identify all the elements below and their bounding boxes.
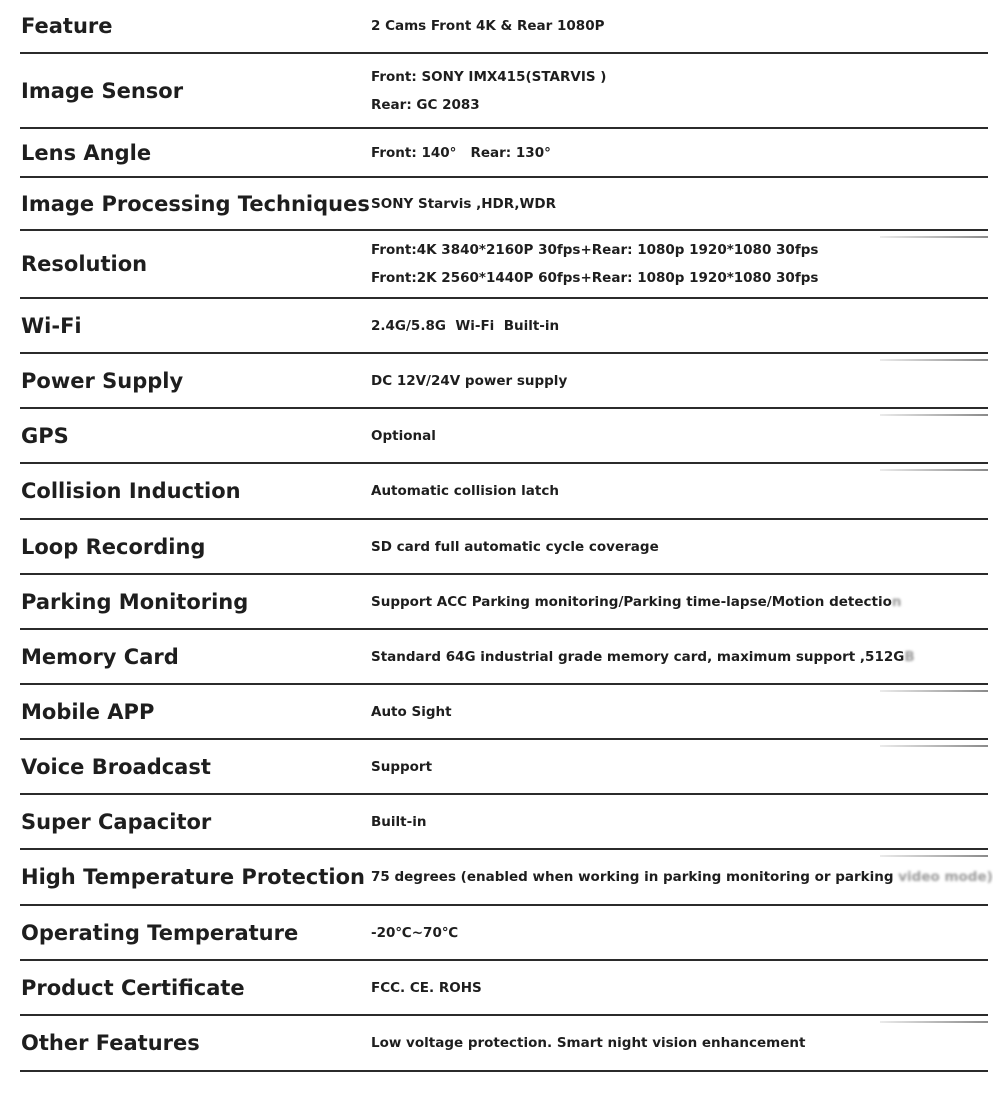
spec-row xyxy=(20,354,988,409)
spec-label: High Temperature Protection xyxy=(21,865,365,889)
spec-value: FCC. CE. ROHS xyxy=(371,979,482,996)
blurred-text: n xyxy=(891,593,902,610)
spec-row xyxy=(20,178,988,231)
spec-value: Support xyxy=(371,758,433,775)
spec-label: Mobile APP xyxy=(21,699,155,724)
spec-value: Auto Sight xyxy=(371,703,452,720)
spec-label: Memory Card xyxy=(21,644,179,669)
spec-row xyxy=(20,795,988,850)
spec-row xyxy=(20,685,988,740)
spec-value: 75 degrees (enabled when working in parking monitoring or parking xyxy=(371,869,899,885)
spec-row xyxy=(20,1016,988,1072)
spec-value: 2 Cams Front 4K & Rear 1080P xyxy=(371,18,605,34)
spec-row xyxy=(20,630,988,685)
spec-label: Super Capacitor xyxy=(21,809,212,834)
spec-row xyxy=(20,231,988,299)
spec-label: Image Sensor xyxy=(21,78,184,103)
spec-label: Image Processing Techniques xyxy=(21,191,370,216)
spec-value: Front: SONY IMX415(STARVIS ) xyxy=(371,68,607,85)
spec-value: DC 12V/24V power supply xyxy=(371,372,568,389)
spec-row xyxy=(20,129,988,178)
spec-label: Collision Induction xyxy=(21,479,241,503)
spec-value: Optional xyxy=(371,427,436,444)
spec-table xyxy=(20,0,993,1072)
spec-label: Feature xyxy=(21,14,113,38)
spec-label: Wi-Fi xyxy=(21,313,82,338)
spec-row xyxy=(20,54,988,129)
spec-value: SD card full automatic cycle coverage xyxy=(371,538,659,555)
spec-value: Standard 64G industrial grade memory card, maximum support ,512G xyxy=(371,648,905,665)
spec-value: SONY Starvis ,HDR,WDR xyxy=(371,195,556,212)
spec-row xyxy=(20,409,988,464)
spec-label: GPS xyxy=(21,423,69,448)
spec-label: Lens Angle xyxy=(21,140,152,165)
spec-label: Product Certificate xyxy=(21,975,245,1000)
spec-value: Front: 140° Rear: 130° xyxy=(371,144,551,161)
spec-value: -20℃~70℃ xyxy=(371,924,459,941)
spec-row xyxy=(20,740,988,795)
spec-row xyxy=(20,299,988,354)
spec-label: Other Features xyxy=(21,1031,200,1055)
spec-row xyxy=(20,0,988,54)
spec-value: Built-in xyxy=(371,813,427,830)
spec-value: 2.4G/5.8G Wi-Fi Built-in xyxy=(371,317,560,334)
spec-label: Operating Temperature xyxy=(21,920,299,945)
spec-value: Automatic collision latch xyxy=(371,483,559,499)
spec-label: Loop Recording xyxy=(21,534,206,559)
spec-label: Resolution xyxy=(21,252,148,276)
spec-row xyxy=(20,961,988,1016)
spec-row xyxy=(20,906,988,961)
spec-row xyxy=(20,464,988,520)
spec-label: Parking Monitoring xyxy=(21,589,249,614)
blurred-text: B xyxy=(904,648,915,665)
spec-value: Low voltage protection. Smart night vision enhancement xyxy=(371,1035,806,1051)
spec-row xyxy=(20,520,988,575)
spec-label: Power Supply xyxy=(21,368,184,393)
spec-value: Support ACC Parking monitoring/Parking time-lapse/Motion detectio xyxy=(371,593,892,610)
spec-value: Front:4K 3840*2160P 30fps+Rear: 1080p 1920*1080 30fps xyxy=(371,242,819,258)
spec-value: Front:2K 2560*1440P 60fps+Rear: 1080p 1920*1080 30fps xyxy=(371,270,819,286)
spec-value: Rear: GC 2083 xyxy=(371,96,480,113)
spec-label: Voice Broadcast xyxy=(21,754,211,779)
spec-row xyxy=(20,850,993,906)
spec-row xyxy=(20,575,988,630)
blurred-text: video mode) xyxy=(898,869,993,885)
